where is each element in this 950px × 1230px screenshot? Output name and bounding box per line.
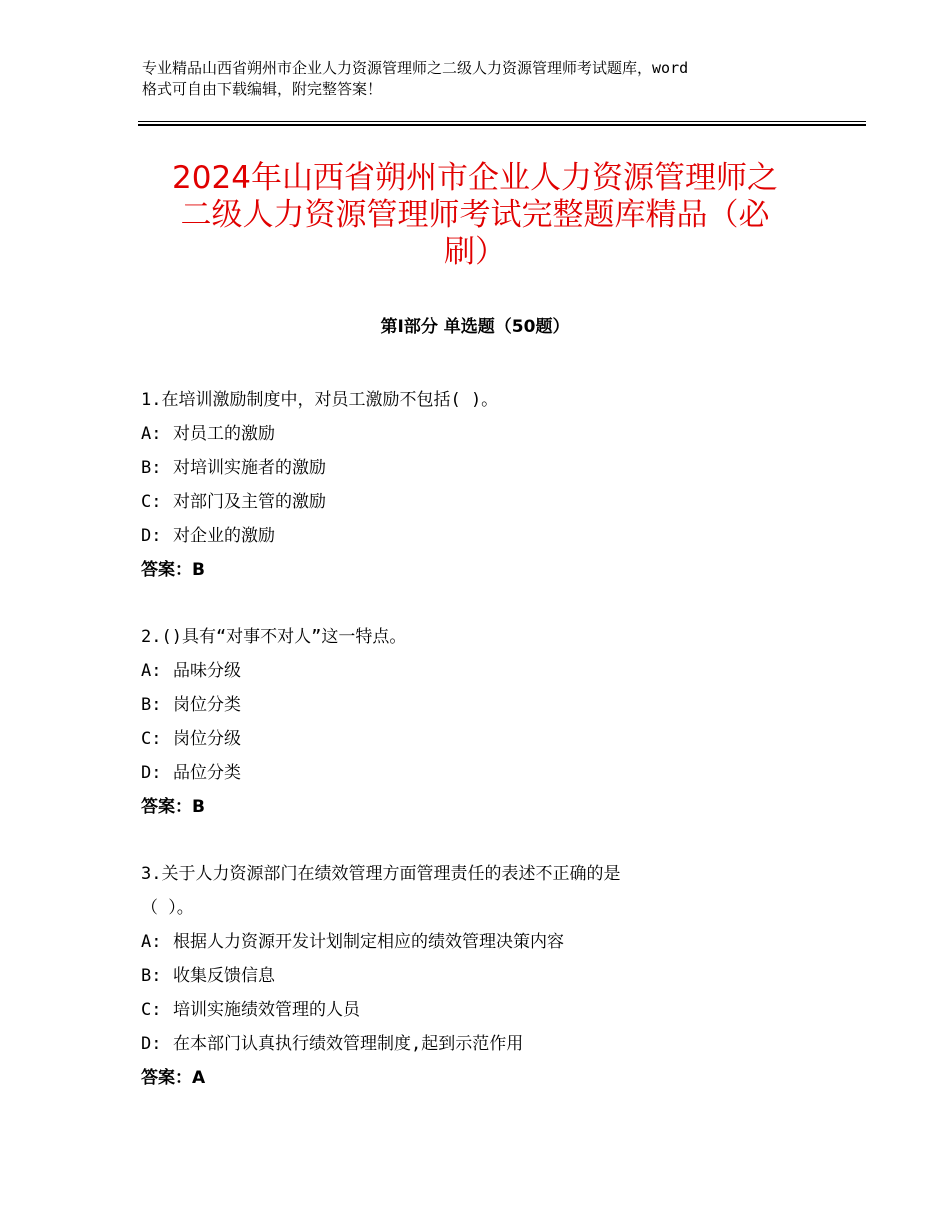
- option-text: 岗位分类: [173, 695, 241, 715]
- question-option: [141, 1027, 841, 1061]
- question-option: [141, 993, 841, 1027]
- section-heading: 第Ⅰ部分 单选题（50题）: [380, 317, 570, 337]
- option-key: C:: [141, 729, 162, 749]
- option-key: A:: [141, 932, 162, 952]
- option-text: 对培训实施者的激励: [173, 458, 326, 478]
- question-item: [141, 857, 841, 1095]
- question-option: [141, 654, 841, 688]
- question-option: [141, 959, 841, 993]
- option-key: C:: [141, 492, 162, 512]
- title-line: 2024年山西省朔州市企业人力资源管理师之: [172, 160, 778, 196]
- option-key: A:: [141, 661, 162, 681]
- header-divider-thick: [138, 124, 866, 126]
- option-text: 根据人力资源开发计划制定相应的绩效管理决策内容: [173, 932, 564, 952]
- question-stem-continuation: （ ）。: [141, 898, 194, 918]
- question-item: [141, 383, 841, 587]
- question-option: [141, 485, 841, 519]
- option-text: 在本部门认真执行绩效管理制度,起到示范作用: [173, 1034, 524, 1054]
- header-note-line: 格式可自由下载编辑，附完整答案！: [142, 80, 383, 98]
- header-note-line: 专业精品山西省朔州市企业人力资源管理师之二级人力资源管理师考试题库，word: [142, 59, 689, 77]
- option-text: 品位分类: [173, 763, 241, 783]
- title-line: 刷）: [444, 234, 506, 270]
- question-option: [141, 925, 841, 959]
- question-option: [141, 519, 841, 553]
- question-answer: 答案：B: [141, 560, 205, 580]
- option-text: 收集反馈信息: [173, 966, 275, 986]
- header-divider-thin: [138, 121, 866, 122]
- option-text: 对部门及主管的激励: [173, 492, 326, 512]
- question-list: [141, 383, 841, 1128]
- question-option: [141, 756, 841, 790]
- option-key: C:: [141, 1000, 162, 1020]
- option-text: 岗位分级: [173, 729, 241, 749]
- question-option: [141, 688, 841, 722]
- option-key: A:: [141, 424, 162, 444]
- header-note: [142, 58, 822, 100]
- question-answer: 答案：A: [141, 1068, 206, 1088]
- document-title: [130, 160, 820, 271]
- option-key: B:: [141, 458, 162, 478]
- question-item: [141, 620, 841, 824]
- question-stem: 3.关于人力资源部门在绩效管理方面管理责任的表述不正确的是: [141, 864, 621, 884]
- title-line: 二级人力资源管理师考试完整题库精品（必: [180, 197, 770, 233]
- option-key: D:: [141, 526, 162, 546]
- option-text: 对员工的激励: [173, 424, 275, 444]
- option-key: D:: [141, 1034, 162, 1054]
- question-option: [141, 417, 841, 451]
- question-stem: 2.()具有“对事不对人”这一特点。: [141, 627, 407, 647]
- option-key: D:: [141, 763, 162, 783]
- option-key: B:: [141, 966, 162, 986]
- question-option: [141, 451, 841, 485]
- question-answer: 答案：B: [141, 797, 205, 817]
- option-text: 品味分级: [173, 661, 241, 681]
- option-key: B:: [141, 695, 162, 715]
- option-text: 培训实施绩效管理的人员: [173, 1000, 360, 1020]
- option-text: 对企业的激励: [173, 526, 275, 546]
- question-option: [141, 722, 841, 756]
- question-stem: 1.在培训激励制度中，对员工激励不包括( )。: [141, 390, 499, 410]
